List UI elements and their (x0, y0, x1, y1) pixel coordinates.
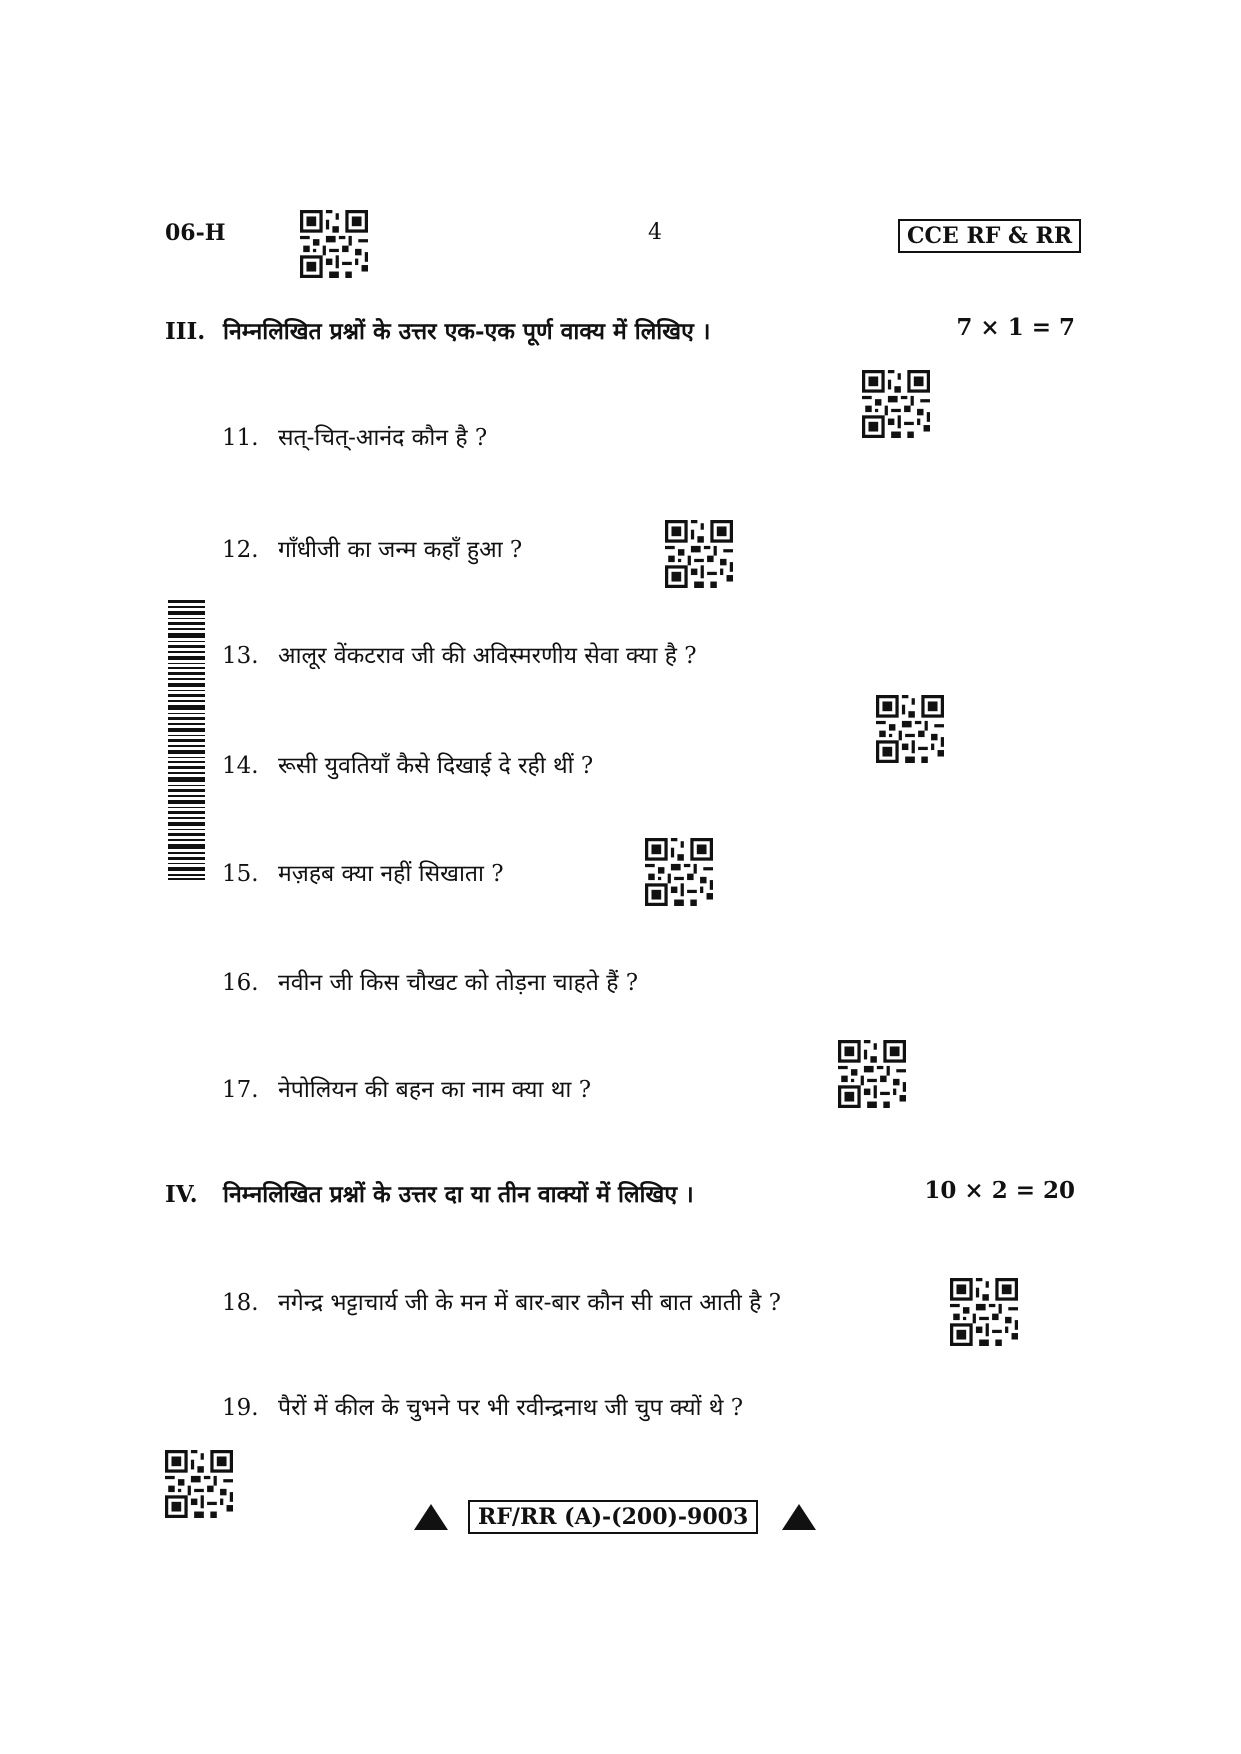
page-number: 4 (648, 220, 662, 245)
question-12 (222, 532, 522, 564)
exam-label: CCE RF & RR (898, 219, 1081, 253)
question-15 (222, 856, 504, 888)
footer-code: RF/RR (A)-(200)-9003 (468, 1500, 758, 1534)
triangle-icon (782, 1504, 816, 1530)
question-number: 15. (222, 861, 259, 887)
qr-code-icon (645, 838, 713, 906)
question-number: 12. (222, 537, 259, 563)
qr-code-icon (862, 370, 930, 438)
question-16 (222, 965, 638, 997)
qr-code-icon (838, 1040, 906, 1108)
section-IV-heading (165, 1177, 1075, 1209)
question-11 (222, 420, 487, 452)
question-18 (222, 1285, 781, 1317)
question-19 (222, 1390, 743, 1422)
question-number: 14. (222, 753, 259, 779)
section-marks: 10 × 2 = 20 (924, 1177, 1075, 1204)
question-text: पैरों में कील के चुभने पर भी रवीन्द्रनाथ जी चुप क्यों थे ? (278, 1395, 744, 1421)
paper-code: 06-H (165, 220, 226, 246)
question-text: गाँधीजी का जन्म कहाँ हुआ ? (278, 537, 523, 563)
qr-code-icon (665, 520, 733, 588)
question-14 (222, 748, 593, 780)
question-number: 17. (222, 1077, 259, 1103)
question-text: रूसी युवतियाँ कैसे दिखाई दे रही थीं ? (278, 753, 594, 779)
question-number: 11. (222, 425, 259, 451)
qr-code-icon (300, 210, 368, 278)
question-13 (222, 638, 697, 670)
section-instruction: निम्नलिखित प्रश्नों के उत्तर एक-एक पूर्ण वाक्य में लिखिए । (223, 318, 711, 345)
barcode-icon (168, 600, 205, 880)
section-marks: 7 × 1 = 7 (956, 314, 1075, 341)
question-text: मज़हब क्या नहीं सिखाता ? (278, 861, 504, 887)
section-number: IV. (165, 1181, 198, 1208)
qr-code-icon (165, 1450, 233, 1518)
question-number: 19. (222, 1395, 259, 1421)
qr-code-icon (950, 1278, 1018, 1346)
qr-code-icon (876, 695, 944, 763)
question-number: 16. (222, 970, 259, 996)
triangle-icon (414, 1504, 448, 1530)
section-number: III. (165, 318, 206, 345)
section-III-heading (165, 314, 1075, 346)
question-text: नवीन जी किस चौखट को तोड़ना चाहते हैं ? (278, 970, 639, 996)
question-text: नेपोलियन की बहन का नाम क्या था ? (278, 1077, 592, 1103)
question-17 (222, 1072, 591, 1104)
question-text: सत्-चित्-आनंद कौन है ? (278, 425, 488, 451)
question-number: 18. (222, 1290, 259, 1316)
question-number: 13. (222, 643, 259, 669)
section-instruction: निम्नलिखित प्रश्नों के उत्तर दा या तीन वाक्यों में लिखिए । (223, 1181, 694, 1208)
question-text: नगेन्द्र भट्टाचार्य जी के मन में बार-बार कौन सी बात आती है ? (278, 1290, 781, 1316)
question-text: आलूर वेंकटराव जी की अविस्मरणीय सेवा क्या है ? (278, 643, 697, 669)
